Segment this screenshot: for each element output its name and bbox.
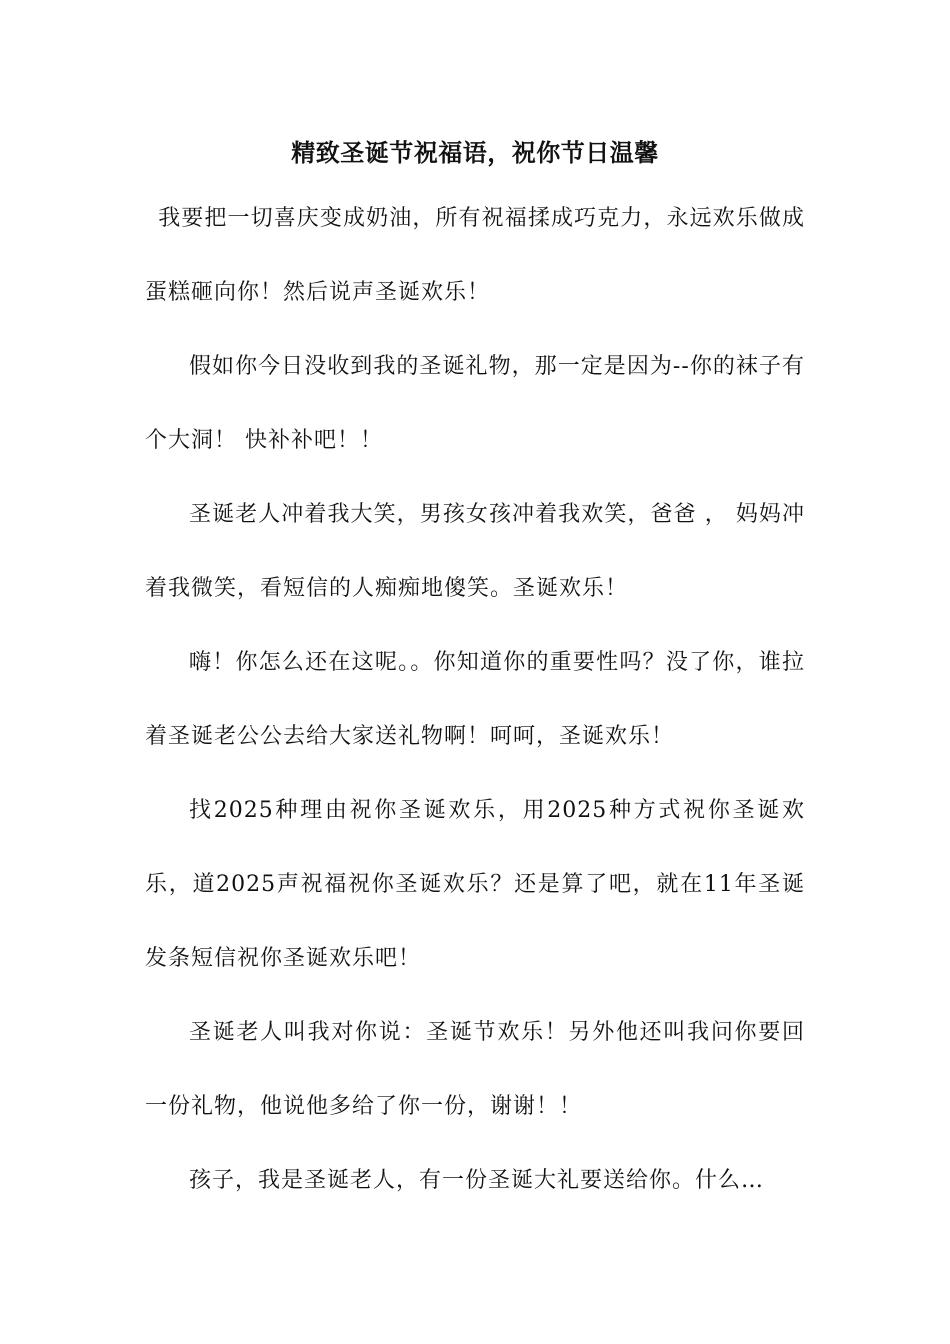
document-title: 精致圣诞节祝福语，祝你节日温馨 xyxy=(291,138,659,167)
paragraph: 找2025种理由祝你圣诞欢乐，用2025种方式祝你圣诞欢乐，道2025声祝福祝你圣诞欢乐？还是算了吧，就在11年圣诞发条短信祝你圣诞欢乐吧！ xyxy=(145,798,805,971)
paragraph: 孩子，我是圣诞老人，有一份圣诞大礼要送给你。什么… xyxy=(189,1168,765,1193)
paragraph: 圣诞老人叫我对你说：圣诞节欢乐！另外他还叫我问你要回一份礼物，他说他多给了你一份，谢谢！！ xyxy=(145,1020,805,1119)
paragraph: 假如你今日没收到我的圣诞礼物，那一定是因为--你的袜子有个大洞！ 快补补吧！！ xyxy=(145,354,805,453)
paragraph: 我要把一切喜庆变成奶油，所有祝福揉成巧克力，永远欢乐做成蛋糕砸向你！然后说声圣诞欢乐！ xyxy=(145,206,805,305)
paragraph: 圣诞老人冲着我大笑，男孩女孩冲着我欢笑，爸爸 ， 妈妈冲着我微笑，看短信的人痴痴地傻笑。圣诞欢乐！ xyxy=(145,502,805,601)
document-body xyxy=(145,182,805,1218)
paragraph: 嗨！你怎么还在这呢。。你知道你的重要性吗？没了你，谁拉着圣诞老公公去给大家送礼物啊！呵呵，圣诞欢乐！ xyxy=(145,650,805,749)
